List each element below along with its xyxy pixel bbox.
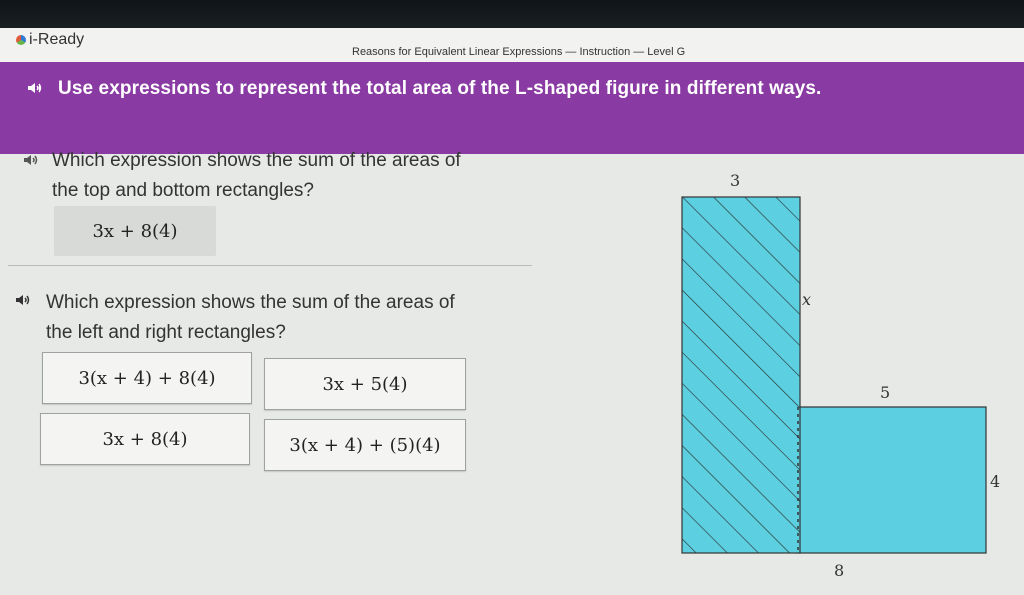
right-rectangle bbox=[796, 407, 986, 553]
left-rectangle-hatched bbox=[682, 197, 800, 553]
speaker-icon[interactable] bbox=[22, 153, 40, 167]
instruction-text: Use expressions to represent the total area of the L-shaped figure in different ways. bbox=[58, 78, 822, 99]
answer-choice[interactable]: 3x + 8(4) bbox=[40, 413, 250, 465]
label-top-width: 3 bbox=[730, 171, 741, 190]
question-1-text: Which expression shows the sum of the areas of the top and bottom rectangles? bbox=[52, 150, 461, 201]
answer-choice[interactable]: 3(x + 4) + (5)(4) bbox=[264, 419, 466, 471]
logo-text: i-Ready bbox=[29, 31, 85, 48]
speaker-icon[interactable] bbox=[14, 293, 32, 307]
label-bottom-width: 8 bbox=[834, 561, 845, 580]
lesson-title: Reasons for Equivalent Linear Expressions — Instruction — Level G bbox=[352, 46, 686, 58]
iready-logo[interactable] bbox=[16, 31, 84, 49]
question-1-answer: 3x + 8(4) bbox=[54, 206, 216, 256]
instruction-banner bbox=[0, 62, 1024, 154]
divider bbox=[8, 265, 532, 266]
label-right-height: 4 bbox=[990, 472, 1001, 491]
answer-choice[interactable]: 3x + 5(4) bbox=[264, 358, 466, 410]
answer-choice[interactable]: 3(x + 4) + 8(4) bbox=[42, 352, 252, 404]
l-shaped-figure bbox=[670, 185, 1010, 565]
label-left-height: x bbox=[802, 290, 812, 309]
speaker-icon[interactable] bbox=[26, 81, 44, 95]
question-2-text: Which expression shows the sum of the areas of the left and right rectangles? bbox=[46, 292, 455, 343]
app-header bbox=[0, 28, 1024, 62]
iready-logo-icon bbox=[16, 35, 26, 45]
label-right-top-width: 5 bbox=[880, 383, 891, 402]
